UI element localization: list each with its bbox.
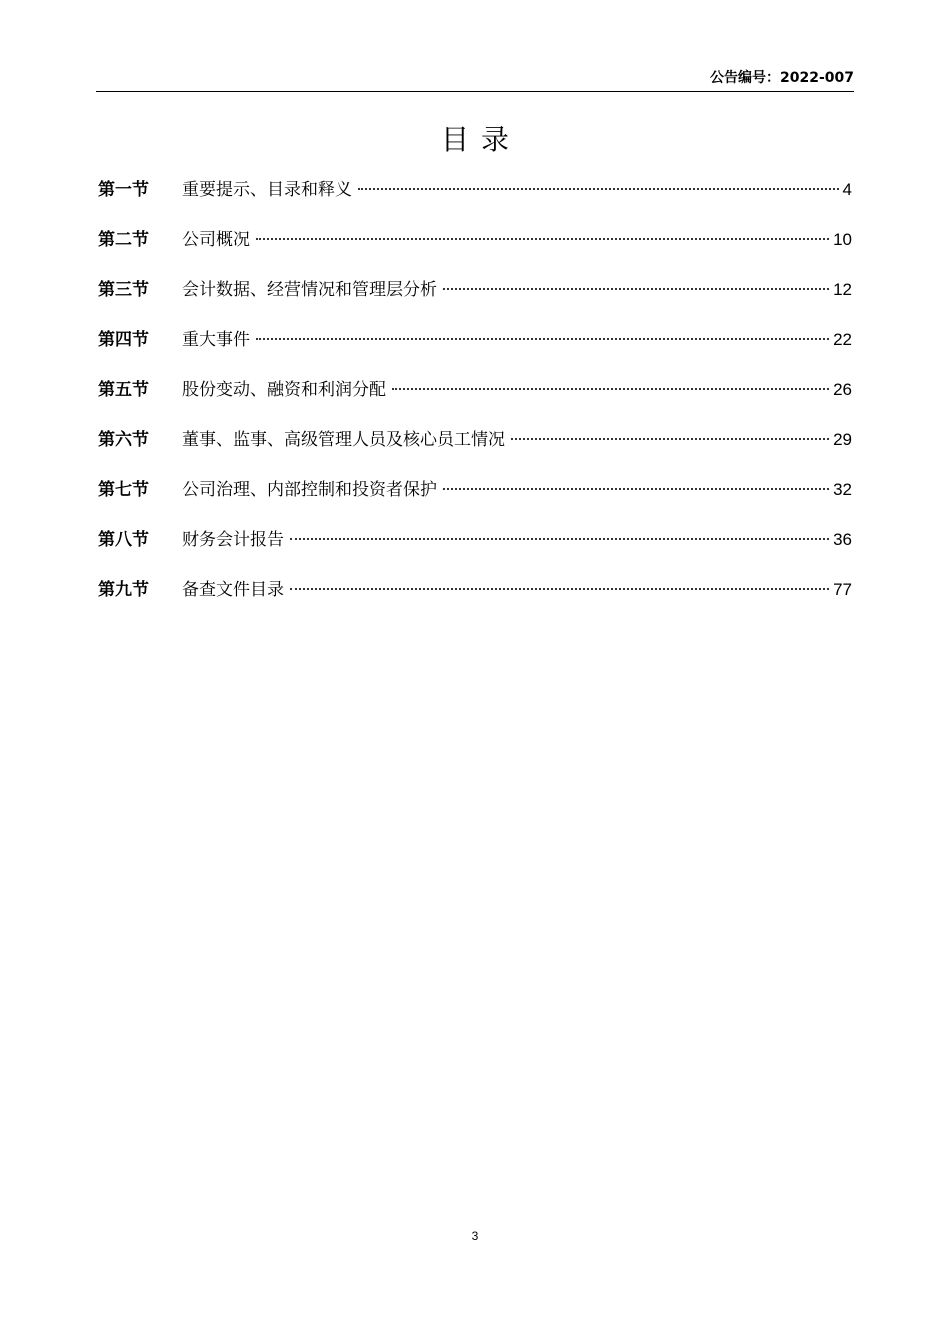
toc-entry[interactable]	[98, 576, 852, 626]
toc-section-title: 会计数据、经营情况和管理层分析	[182, 280, 437, 300]
toc-dot-leader	[443, 488, 829, 490]
header-divider	[96, 91, 854, 92]
toc-entry[interactable]	[98, 276, 852, 326]
toc-section-label: 第六节	[98, 430, 149, 450]
toc-page-number: 29	[833, 430, 852, 449]
toc-entry[interactable]	[98, 526, 852, 576]
toc-section-title: 重要提示、目录和释义	[182, 180, 352, 200]
page-title: 目录	[440, 123, 521, 156]
toc-entry[interactable]	[98, 376, 852, 426]
toc-dot-leader	[511, 438, 829, 440]
announcement-number: 公告编号：2022-007	[710, 70, 854, 86]
toc-page-number: 32	[833, 480, 852, 499]
toc-section-title: 公司概况	[182, 230, 250, 250]
toc-dot-leader	[358, 188, 839, 190]
toc-dot-leader	[290, 588, 829, 590]
toc-page-number: 12	[833, 280, 852, 299]
toc-page-number: 10	[833, 230, 852, 249]
toc-entry[interactable]	[98, 326, 852, 376]
toc-section-title: 重大事件	[182, 330, 250, 350]
toc-section-label: 第一节	[98, 180, 149, 200]
page-number: 3	[471, 1229, 479, 1243]
toc-entry[interactable]	[98, 226, 852, 276]
toc-section-label: 第五节	[98, 380, 149, 400]
toc-dot-leader	[256, 338, 829, 340]
toc-section-title: 备查文件目录	[182, 580, 284, 600]
toc-section-title: 董事、监事、高级管理人员及核心员工情况	[182, 430, 505, 450]
toc-entry[interactable]	[98, 426, 852, 476]
toc-section-label: 第二节	[98, 230, 149, 250]
toc-section-label: 第九节	[98, 580, 149, 600]
toc-section-label: 第八节	[98, 530, 149, 550]
toc-page-number: 36	[833, 530, 852, 549]
toc-section-title: 公司治理、内部控制和投资者保护	[182, 480, 437, 500]
toc-section-label: 第四节	[98, 330, 149, 350]
toc-section-title: 股份变动、融资和利润分配	[182, 380, 386, 400]
toc-section-label: 第三节	[98, 280, 149, 300]
toc-dot-leader	[443, 288, 829, 290]
toc-dot-leader	[256, 238, 829, 240]
toc-page-number: 22	[833, 330, 852, 349]
toc-page-number: 77	[833, 580, 852, 599]
toc-dot-leader	[392, 388, 829, 390]
toc-entry[interactable]	[98, 176, 852, 226]
toc-section-title: 财务会计报告	[182, 530, 284, 550]
toc-dot-leader	[290, 538, 829, 540]
toc-entry[interactable]	[98, 476, 852, 526]
toc-page-number: 4	[842, 180, 852, 199]
table-of-contents	[98, 176, 852, 626]
toc-section-label: 第七节	[98, 480, 149, 500]
toc-page-number: 26	[833, 380, 852, 399]
